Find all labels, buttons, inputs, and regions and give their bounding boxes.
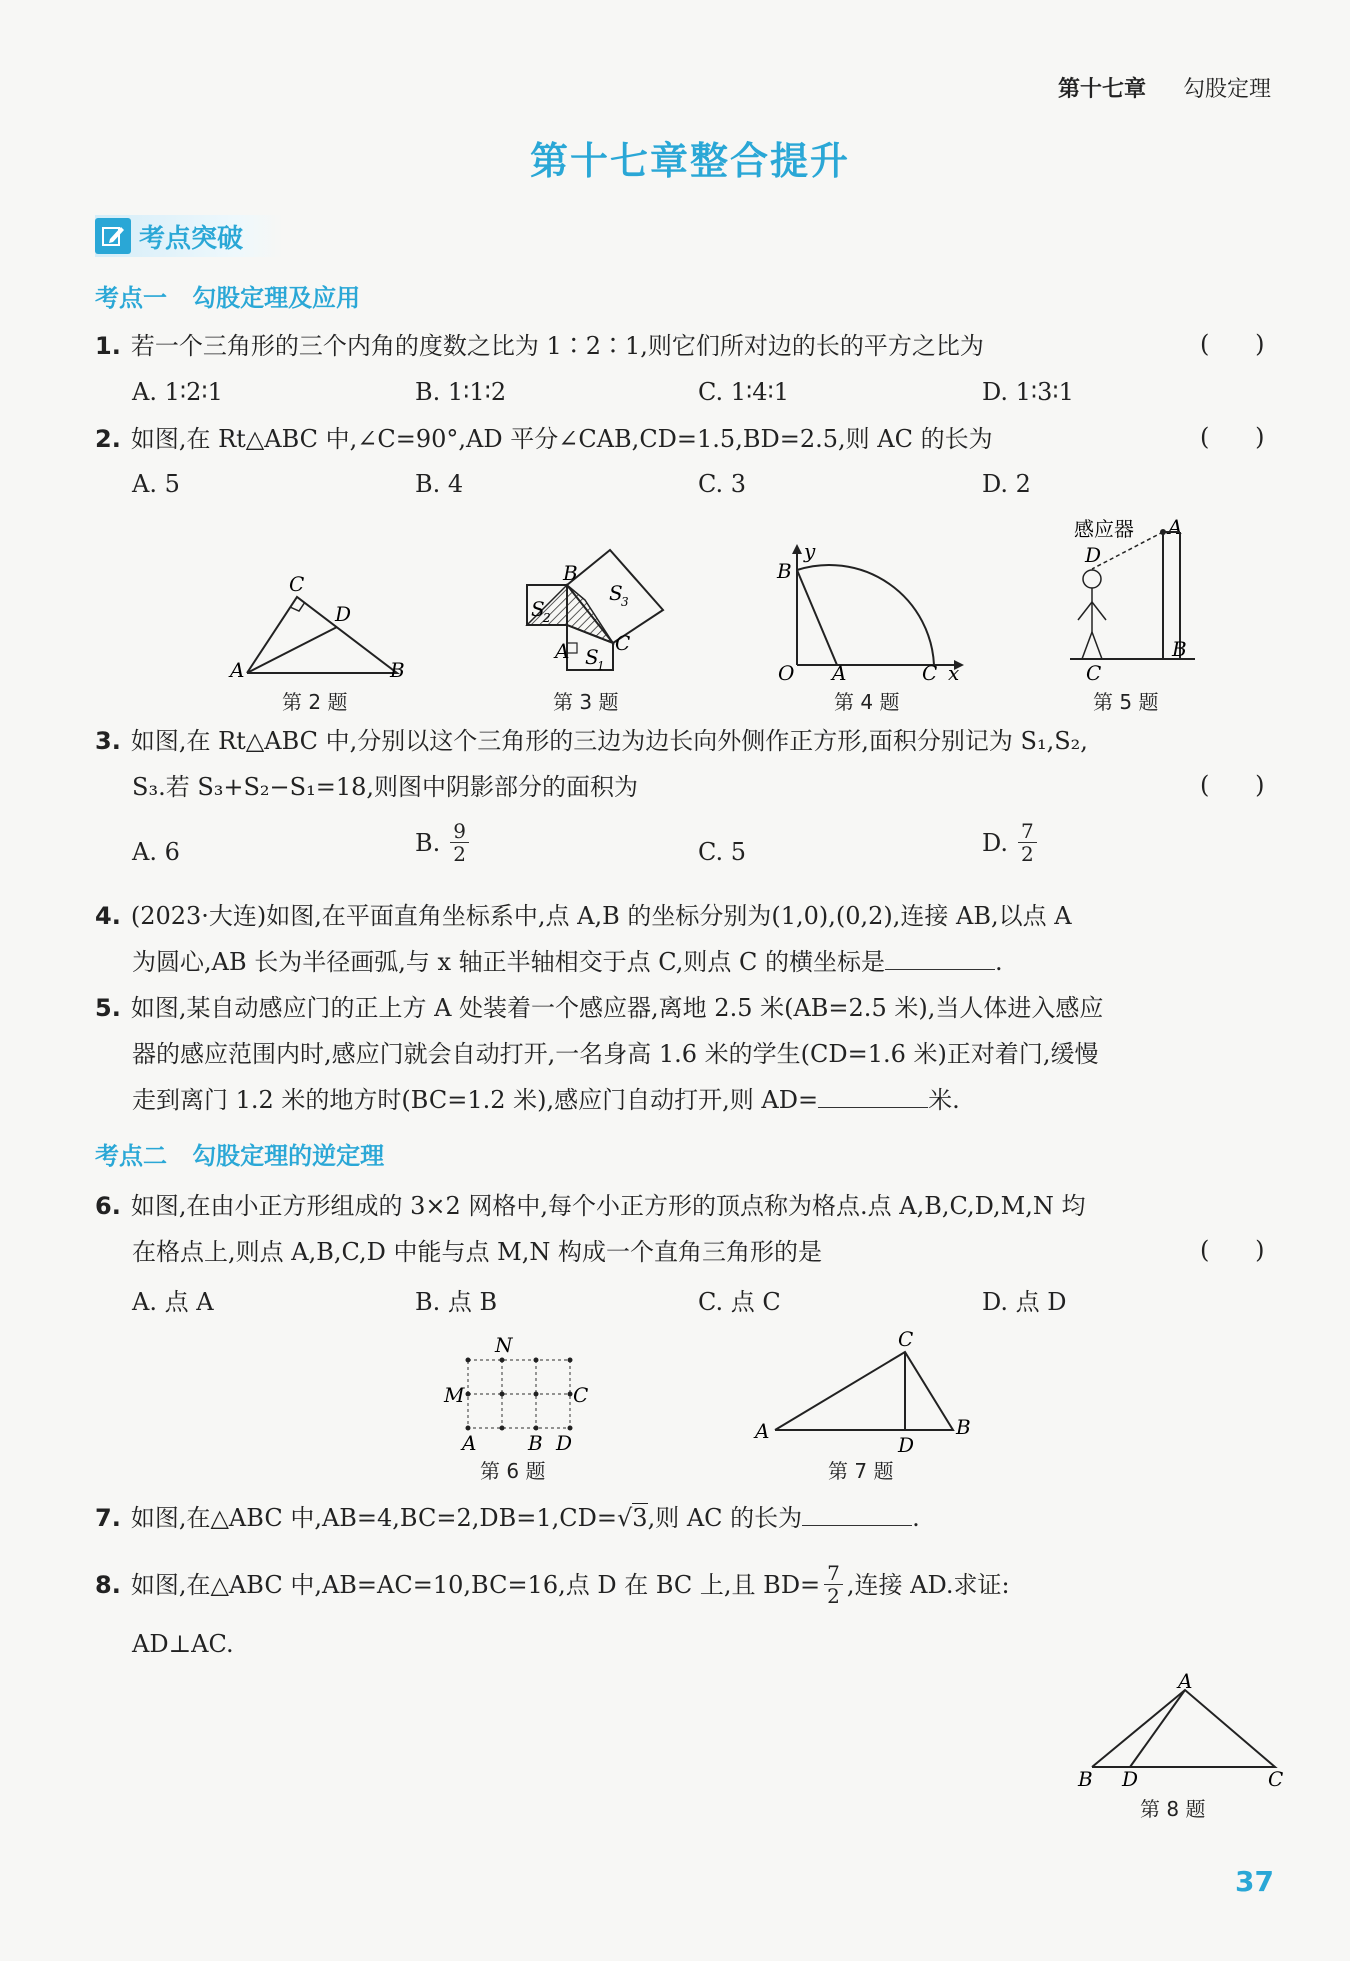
q3-stem-line1 (95, 725, 1088, 757)
q4-stem-line2 (132, 946, 1003, 978)
q2-text: 如图,在 Rt△ABC 中,∠C=90°,AD 平分∠CAB,CD=1.5,BD=2.5,则 AC 的长为 (130, 425, 993, 453)
pencil-square-icon (95, 218, 131, 254)
fig3-label-c: C (615, 631, 631, 655)
fig5-label-a: A (1168, 515, 1183, 539)
fig7-label-a: A (755, 1419, 770, 1443)
q6-text-line2: 在格点上,则点 A,B,C,D 中能与点 M,N 构成一个直角三角形的是 (132, 1238, 822, 1266)
q8-text-after: ,连接 AD.求证: (846, 1570, 1010, 1599)
q1-option-d: D. 1∶3∶1 (982, 378, 1074, 406)
fig6-label-d: D (556, 1431, 573, 1455)
fig4-label-b: B (777, 559, 792, 583)
q4-text-end: . (995, 948, 1003, 976)
q8-stem-line1 (95, 1562, 1010, 1607)
fig4-label-o: O (778, 661, 795, 685)
fig3-caption: 第 3 题 (553, 690, 619, 714)
q3-option-d (982, 820, 1037, 865)
fig2-label-d: D (335, 602, 352, 626)
fig6-label-m: M (444, 1383, 465, 1407)
q1-answer-paren: ( ) (1200, 330, 1265, 358)
q7-text-before: 如图,在△ABC 中,AB=4,BC=2,DB=1,CD= (130, 1504, 617, 1532)
q2-option-c: C. 3 (698, 470, 747, 498)
page-number: 37 (1235, 1865, 1274, 1898)
q7-text-after: ,则 AC 的长为 (647, 1504, 803, 1532)
fig2-label-c: C (289, 575, 305, 596)
q7-number: 7. (95, 1504, 121, 1532)
fig2-label-b: B (390, 658, 405, 682)
fig3-label-s3: S (609, 581, 623, 605)
q8-text-before: 如图,在△ABC 中,AB=AC=10,BC=16,点 D 在 BC 上,且 BD= (130, 1570, 821, 1599)
q5-text-end: 米. (928, 1086, 960, 1114)
fig3-label-s2: S (531, 597, 545, 621)
fig5-label-c: C (1086, 661, 1102, 685)
running-header-topic: 勾股定理 (1183, 77, 1272, 102)
fig3-label-s2-sub: 2 (543, 611, 551, 625)
q3-option-b-letter: B. (415, 828, 441, 857)
q2-option-a: A. 5 (132, 470, 180, 498)
q1-option-a: A. 1∶2∶1 (132, 378, 223, 406)
q3-text-line2: S₃.若 S₃+S₂−S₁=18,则图中阴影部分的面积为 (132, 773, 639, 801)
q7-sqrt: √3 (616, 1504, 648, 1532)
q1-option-c: C. 1∶4∶1 (698, 378, 790, 406)
q4-stem-line1 (95, 900, 1072, 932)
q4-answer-blank (885, 947, 995, 970)
q3-text-line1: 如图,在 Rt△ABC 中,分别以这个三角形的三边为边长向外侧作正方形,面积分别记为 S₁,S₂, (130, 727, 1088, 755)
q6-option-a: A. 点 A (132, 1288, 214, 1316)
q3-option-d-fraction (1018, 820, 1037, 865)
figure-8 (1070, 1672, 1300, 1792)
q3-option-a: A. 6 (132, 838, 180, 866)
q7-sqrt-value: 3 (632, 1504, 648, 1532)
q4-text-line2: 为圆心,AB 长为半径画弧,与 x 轴正半轴相交于点 C,则点 C 的横坐标是 (132, 948, 886, 976)
q8-fraction-den: 2 (827, 1584, 840, 1608)
kp1-title: 考点一 勾股定理及应用 (95, 284, 361, 312)
fig7-label-b: B (956, 1415, 971, 1439)
q3-option-d-letter: D. (982, 828, 1009, 857)
fig4-caption: 第 4 题 (834, 690, 900, 714)
fig4-label-y: y (804, 540, 816, 563)
q7-answer-blank (802, 1503, 912, 1526)
section-label: 考点突破 (139, 223, 244, 254)
fig3-label-s1: S (585, 645, 599, 669)
fig3-label-s1-sub: 1 (597, 659, 605, 673)
q5-stem-line1 (95, 992, 1103, 1024)
fig8-label-d: D (1122, 1767, 1139, 1791)
fig2-caption: 第 2 题 (282, 690, 348, 714)
q3-option-d-num: 7 (1018, 820, 1037, 843)
q2-answer-paren: ( ) (1200, 423, 1265, 451)
q6-option-d: D. 点 D (982, 1288, 1067, 1316)
fig8-caption: 第 8 题 (1140, 1797, 1206, 1821)
fig2-label-a: A (230, 658, 245, 682)
fig3-label-b: B (563, 561, 578, 585)
figure-4 (772, 540, 972, 685)
fig3-label-s3-sub: 3 (621, 595, 629, 609)
q3-option-d-den: 2 (1021, 842, 1034, 866)
fig5-caption: 第 5 题 (1093, 690, 1159, 714)
q7-text-end: . (912, 1504, 920, 1532)
q5-number: 5. (95, 994, 121, 1022)
q8-text-line2: AD⊥AC. (132, 1630, 234, 1658)
running-header-chapter: 第十七章 (1058, 77, 1147, 102)
fig5-label-d: D (1085, 543, 1102, 567)
fig4-label-x: x (948, 661, 960, 685)
fig5-label-b: B (1172, 637, 1187, 661)
q5-text-line3: 走到离门 1.2 米的地方时(BC=1.2 米),感应门自动打开,则 AD= (132, 1086, 819, 1114)
q3-number: 3. (95, 727, 121, 755)
figure-5 (1070, 512, 1200, 687)
figure-3 (505, 540, 675, 680)
fig3-label-a: A (555, 639, 570, 663)
q3-option-c: C. 5 (698, 838, 747, 866)
q5-text-line2: 器的感应范围内时,感应门就会自动打开,一名身高 1.6 米的学生(CD=1.6 米)正对着门,缓慢 (132, 1040, 1099, 1068)
fig6-label-n: N (495, 1333, 513, 1357)
q5-stem-line3 (132, 1084, 960, 1116)
q2-stem (95, 423, 993, 455)
q6-number: 6. (95, 1192, 121, 1220)
q3-option-b (415, 820, 469, 865)
q3-answer-paren: ( ) (1200, 771, 1265, 799)
page-title: 第十七章整合提升 (529, 138, 850, 183)
q3-option-b-num: 9 (450, 820, 469, 843)
q8-fraction (824, 1562, 843, 1607)
fig5-label-sensor: 感应器 (1074, 517, 1134, 541)
q6-option-b: B. 点 B (415, 1288, 498, 1316)
kp2-title: 考点二 勾股定理的逆定理 (95, 1142, 385, 1170)
q2-number: 2. (95, 425, 121, 453)
q6-option-c: C. 点 C (698, 1288, 781, 1316)
fig4-label-a: A (832, 661, 847, 685)
figure-7 (750, 1330, 980, 1455)
section-badge (95, 215, 283, 257)
fig8-label-a: A (1178, 1672, 1193, 1693)
q3-option-b-fraction (450, 820, 469, 865)
figure-2 (225, 575, 415, 685)
fig6-label-c: C (573, 1383, 589, 1407)
q7-stem (95, 1502, 920, 1534)
q1-text: 若一个三角形的三个内角的度数之比为 1∶2∶1,则它们所对边的长的平方之比为 (130, 332, 984, 360)
q6-text-line1: 如图,在由小正方形组成的 3×2 网格中,每个小正方形的顶点称为格点.点 A,B,C,D,M,N 均 (130, 1192, 1086, 1220)
fig6-label-b: B (528, 1431, 543, 1455)
q3-option-b-den: 2 (453, 842, 466, 866)
fig7-label-d: D (898, 1433, 915, 1455)
q2-option-d: D. 2 (982, 470, 1031, 498)
q6-stem-line1 (95, 1190, 1085, 1222)
q2-option-b: B. 4 (415, 470, 464, 498)
q5-answer-blank (818, 1085, 928, 1108)
fig8-label-b: B (1078, 1767, 1093, 1791)
q6-answer-paren: ( ) (1200, 1236, 1265, 1264)
q1-number: 1. (95, 332, 121, 360)
fig7-label-c: C (898, 1330, 914, 1351)
fig7-caption: 第 7 题 (828, 1459, 894, 1483)
q4-number: 4. (95, 902, 121, 930)
fig6-caption: 第 6 题 (480, 1459, 546, 1483)
figure-6 (440, 1332, 600, 1457)
q1-stem (95, 330, 984, 362)
q1-option-b: B. 1∶1∶2 (415, 378, 507, 406)
q8-fraction-num: 7 (824, 1562, 843, 1585)
q4-text-line1: (2023·大连)如图,在平面直角坐标系中,点 A,B 的坐标分别为(1,0),(0,2),连接 AB,以点 A (130, 902, 1072, 930)
fig8-label-c: C (1268, 1767, 1284, 1791)
q5-text-line1: 如图,某自动感应门的正上方 A 处装着一个感应器,离地 2.5 米(AB=2.5 米),当人体进入感应 (130, 994, 1104, 1022)
fig6-label-a: A (462, 1431, 477, 1455)
fig4-label-c: C (922, 661, 938, 685)
q8-number: 8. (95, 1570, 121, 1599)
